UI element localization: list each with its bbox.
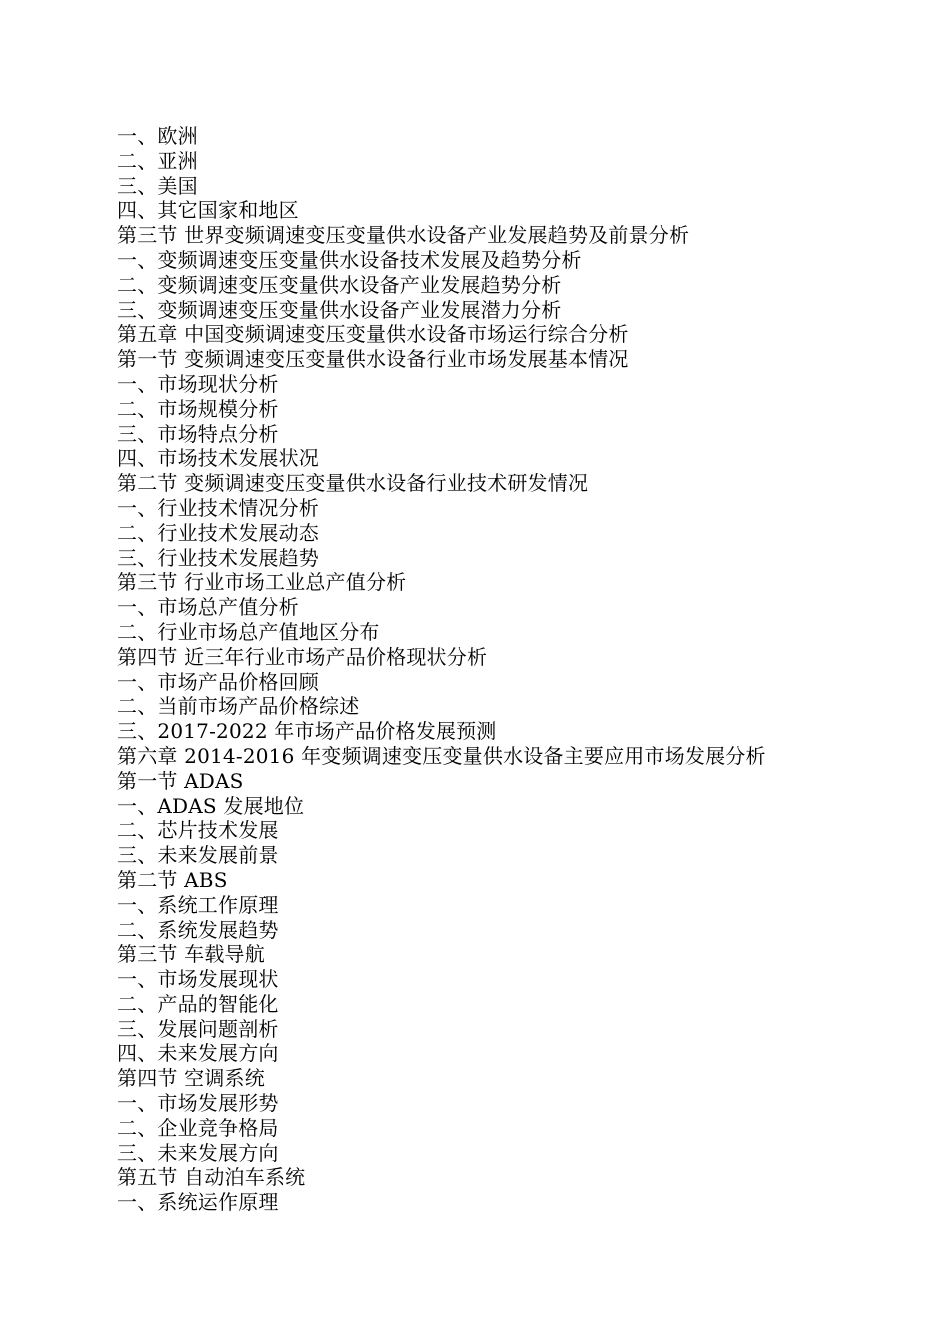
toc-item: 三、2017-2022 年市场产品价格发展预测	[117, 719, 497, 744]
toc-item: 一、系统工作原理	[117, 892, 279, 917]
toc-item: 四、市场技术发展状况	[117, 446, 319, 471]
toc-item-other-regions: 四、其它国家和地区	[117, 198, 299, 223]
toc-item: 一、市场发展形势	[117, 1091, 279, 1116]
table-of-contents	[117, 124, 917, 1215]
toc-section-heading: 第四节 近三年行业市场产品价格现状分析	[117, 644, 488, 669]
toc-item: 二、当前市场产品价格综述	[117, 694, 360, 719]
toc-item: 三、未来发展方向	[117, 1140, 279, 1165]
toc-item: 一、市场现状分析	[117, 371, 279, 396]
toc-item: 一、行业技术情况分析	[117, 495, 319, 520]
toc-item-asia: 二、亚洲	[117, 148, 198, 173]
toc-section-heading: 第二节 ABS	[117, 867, 228, 892]
toc-chapter-heading: 第五章 中国变频调速变压变量供水设备市场运行综合分析	[117, 322, 629, 347]
toc-section-heading: 第四节 空调系统	[117, 1066, 265, 1091]
toc-item: 三、变频调速变压变量供水设备产业发展潜力分析	[117, 297, 562, 322]
toc-item: 一、ADAS 发展地位	[117, 793, 305, 818]
toc-item: 三、未来发展前景	[117, 843, 279, 868]
toc-item: 二、产品的智能化	[117, 991, 279, 1016]
toc-section-heading: 第三节 车载导航	[117, 942, 265, 967]
toc-item: 二、企业竞争格局	[117, 1115, 279, 1140]
toc-item: 二、行业市场总产值地区分布	[117, 619, 380, 644]
toc-item: 一、变频调速变压变量供水设备技术发展及趋势分析	[117, 247, 582, 272]
toc-item: 二、市场规模分析	[117, 396, 279, 421]
toc-item: 二、变频调速变压变量供水设备产业发展趋势分析	[117, 272, 562, 297]
toc-item: 一、市场总产值分析	[117, 595, 299, 620]
toc-item: 二、系统发展趋势	[117, 917, 279, 942]
toc-item-europe: 一、欧洲	[117, 124, 198, 148]
toc-section-heading: 第五节 自动泊车系统	[117, 1165, 306, 1190]
toc-item: 三、行业技术发展趋势	[117, 545, 319, 570]
toc-item: 二、芯片技术发展	[117, 818, 279, 843]
toc-section-heading: 第一节 变频调速变压变量供水设备行业市场发展基本情况	[117, 347, 629, 372]
toc-section-heading: 第三节 世界变频调速变压变量供水设备产业发展趋势及前景分析	[117, 223, 690, 248]
toc-item: 一、市场产品价格回顾	[117, 669, 319, 694]
toc-section-heading: 第一节 ADAS	[117, 768, 244, 793]
toc-section-heading: 第二节 变频调速变压变量供水设备行业技术研发情况	[117, 471, 589, 496]
toc-item-usa: 三、美国	[117, 173, 198, 198]
toc-item: 一、市场发展现状	[117, 967, 279, 992]
toc-item: 三、发展问题剖析	[117, 1016, 279, 1041]
toc-item: 四、未来发展方向	[117, 1041, 279, 1066]
toc-section-heading: 第三节 行业市场工业总产值分析	[117, 570, 407, 595]
toc-item: 一、系统运作原理	[117, 1190, 279, 1215]
toc-chapter-heading: 第六章 2014-2016 年变频调速变压变量供水设备主要应用市场发展分析	[117, 743, 766, 768]
toc-item: 三、市场特点分析	[117, 421, 279, 446]
toc-item: 二、行业技术发展动态	[117, 520, 319, 545]
